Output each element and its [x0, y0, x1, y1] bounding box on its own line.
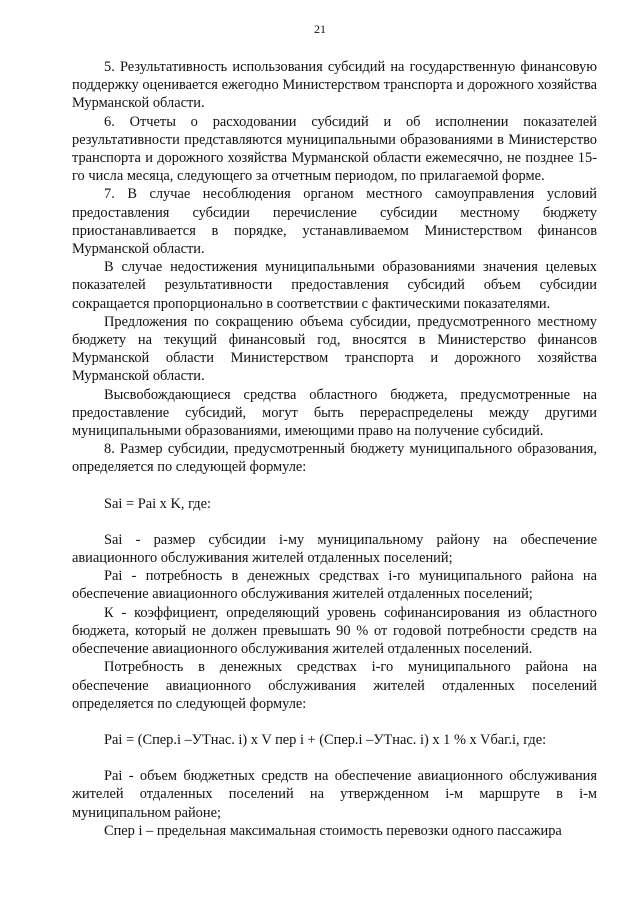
paragraph-need-formula-intro: Потребность в денежных средствах i-го муниципального района на обеспечение авиационного обслуживания жителей отдаленных поселений определяется по следующей формуле:: [72, 659, 597, 712]
definition-sper: Спер i – предельная максимальная стоимость перевозки одного пассажира: [104, 822, 562, 839]
paragraph-released-funds: Высвобождающиеся средства областного бюджета, предусмотренные на предоставление субсидий, могут быть перераспределены между другими муниципальными образованиями, имеющими право на получение субсидий.: [72, 386, 597, 440]
page-number: 21: [314, 22, 326, 36]
formula-subsidy-size: Sai = Pai x K, где:: [104, 495, 211, 512]
spacer: [72, 713, 597, 731]
definition-sai: Sai - размер субсидии i-му муниципальному району на обеспечение авиационного обслуживания жителей отдаленных поселений;: [72, 531, 597, 567]
paragraph-item-8: 8. Размер субсидии, предусмотренный бюджету муниципального образования, определяется по следующей формуле:: [72, 441, 597, 476]
paragraph-reduction-proposals: Предложения по сокращению объема субсидии, предусмотренного местному бюджету на текущий финансовый год, вносятся в Министерство финансов Мурманской области Министерством транспорта и дорожного хозяйства Мурманской области.: [72, 313, 597, 385]
paragraph-subsidy-reduction: В случае недостижения муниципальными образованиями значения целевых показателей результативности предоставления субсидий объем субсидии сокращается пропорционально в соответствии с фактическими показателями.: [72, 259, 597, 312]
document-body: [72, 58, 597, 840]
spacer: [72, 749, 597, 767]
definition-pai: Pai - потребность в денежных средствах i-го муниципального района на обеспечение авиационного обслуживания жителей отдаленных поселений;: [72, 568, 597, 603]
spacer: [72, 477, 597, 495]
paragraph-item-5: 5. Результативность использования субсидий на государственную финансовую поддержку оценивается ежегодно Министерством транспорта и дорожного хозяйства Мурманской области.: [72, 59, 597, 112]
definition-pai-volume: Pai - объем бюджетных средств на обеспечение авиационного обслуживания жителей отдаленных поселений на утвержденном i-м маршруте в i-м муниципальном районе;: [72, 768, 597, 821]
definition-k: К - коэффициент, определяющий уровень софинансирования из областного бюджета, который не должен превышать 90 % от годовой потребности средств на обеспечение авиационного обслуживания жителей отдаленных поселений.: [72, 604, 597, 658]
paragraph-item-7: 7. В случае несоблюдения органом местного самоуправления условий предоставления субсидии перечисление субсидии местному бюджету приостанавливается в порядке, устанавливаемом Министерством финансов Мурманской области.: [72, 186, 597, 258]
formula-need: Pai = (Спер.i –УТнас. i) x V пер i + (Спер.i –УТнас. i) x 1 % x Vбаг.i, где:: [104, 731, 547, 748]
paragraph-item-6: 6. Отчеты о расходовании субсидий и об исполнении показателей результативности представляются муниципальными образованиями в Министерство транспорта и дорожного хозяйства Мурманской области ежемесячно, не позднее 15-го числа месяца, следующего за отчетным периодом, по прилагаемой форме.: [72, 113, 597, 185]
spacer: [72, 513, 597, 531]
